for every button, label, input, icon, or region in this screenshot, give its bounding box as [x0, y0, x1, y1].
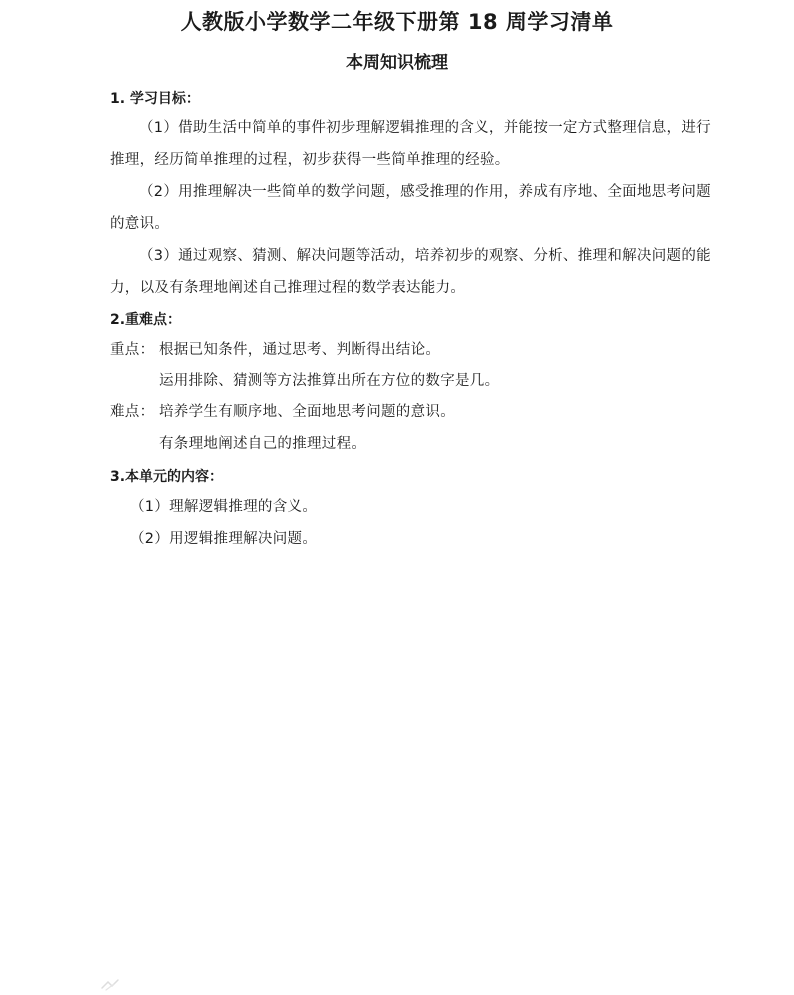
document-title: 人教版小学数学二年级下册第 18 周学习清单 — [180, 10, 614, 34]
difficult-point-item: 有条理地阐述自己的推理过程。 — [159, 436, 367, 452]
unit-content-item: （2）用逻辑推理解决问题。 — [130, 531, 318, 547]
document-subtitle: 本周知识梳理 — [346, 53, 448, 73]
key-point-item: 根据已知条件，通过思考、判断得出结论。 — [159, 342, 441, 358]
difficult-point-item: 培养学生有顺序地、全面地思考问题的意识。 — [159, 404, 455, 420]
unit-content-item: （1）理解逻辑推理的含义。 — [130, 499, 318, 515]
learning-goal-item: （2）用推理解决一些简单的数学问题，感受推理的作用，养成有序地、全面地思考问题的意识。 — [110, 184, 711, 232]
learning-goal-item: （3）通过观察、猜测、解决问题等活动，培养初步的观察、分析、推理和解决问题的能力，以及有条理地阐述自己推理过程的数学表达能力。 — [110, 248, 711, 296]
section-heading-key-difficult-points: 2.重难点： — [110, 312, 182, 328]
key-points-label: 重点： — [110, 342, 155, 358]
section-heading-unit-content: 3.本单元的内容： — [110, 469, 224, 485]
difficult-points-label: 难点： — [110, 404, 155, 420]
key-point-item: 运用排除、猜测等方法推算出所在方位的数字是几。 — [159, 373, 500, 389]
section-heading-learning-goals: 1. 学习目标： — [110, 91, 200, 107]
corner-mark-icon — [100, 978, 122, 992]
learning-goal-item: （1）借助生活中简单的事件初步理解逻辑推理的含义，并能按一定方式整理信息，进行推理，经历简单推理的过程，初步获得一些简单推理的经验。 — [110, 120, 711, 168]
